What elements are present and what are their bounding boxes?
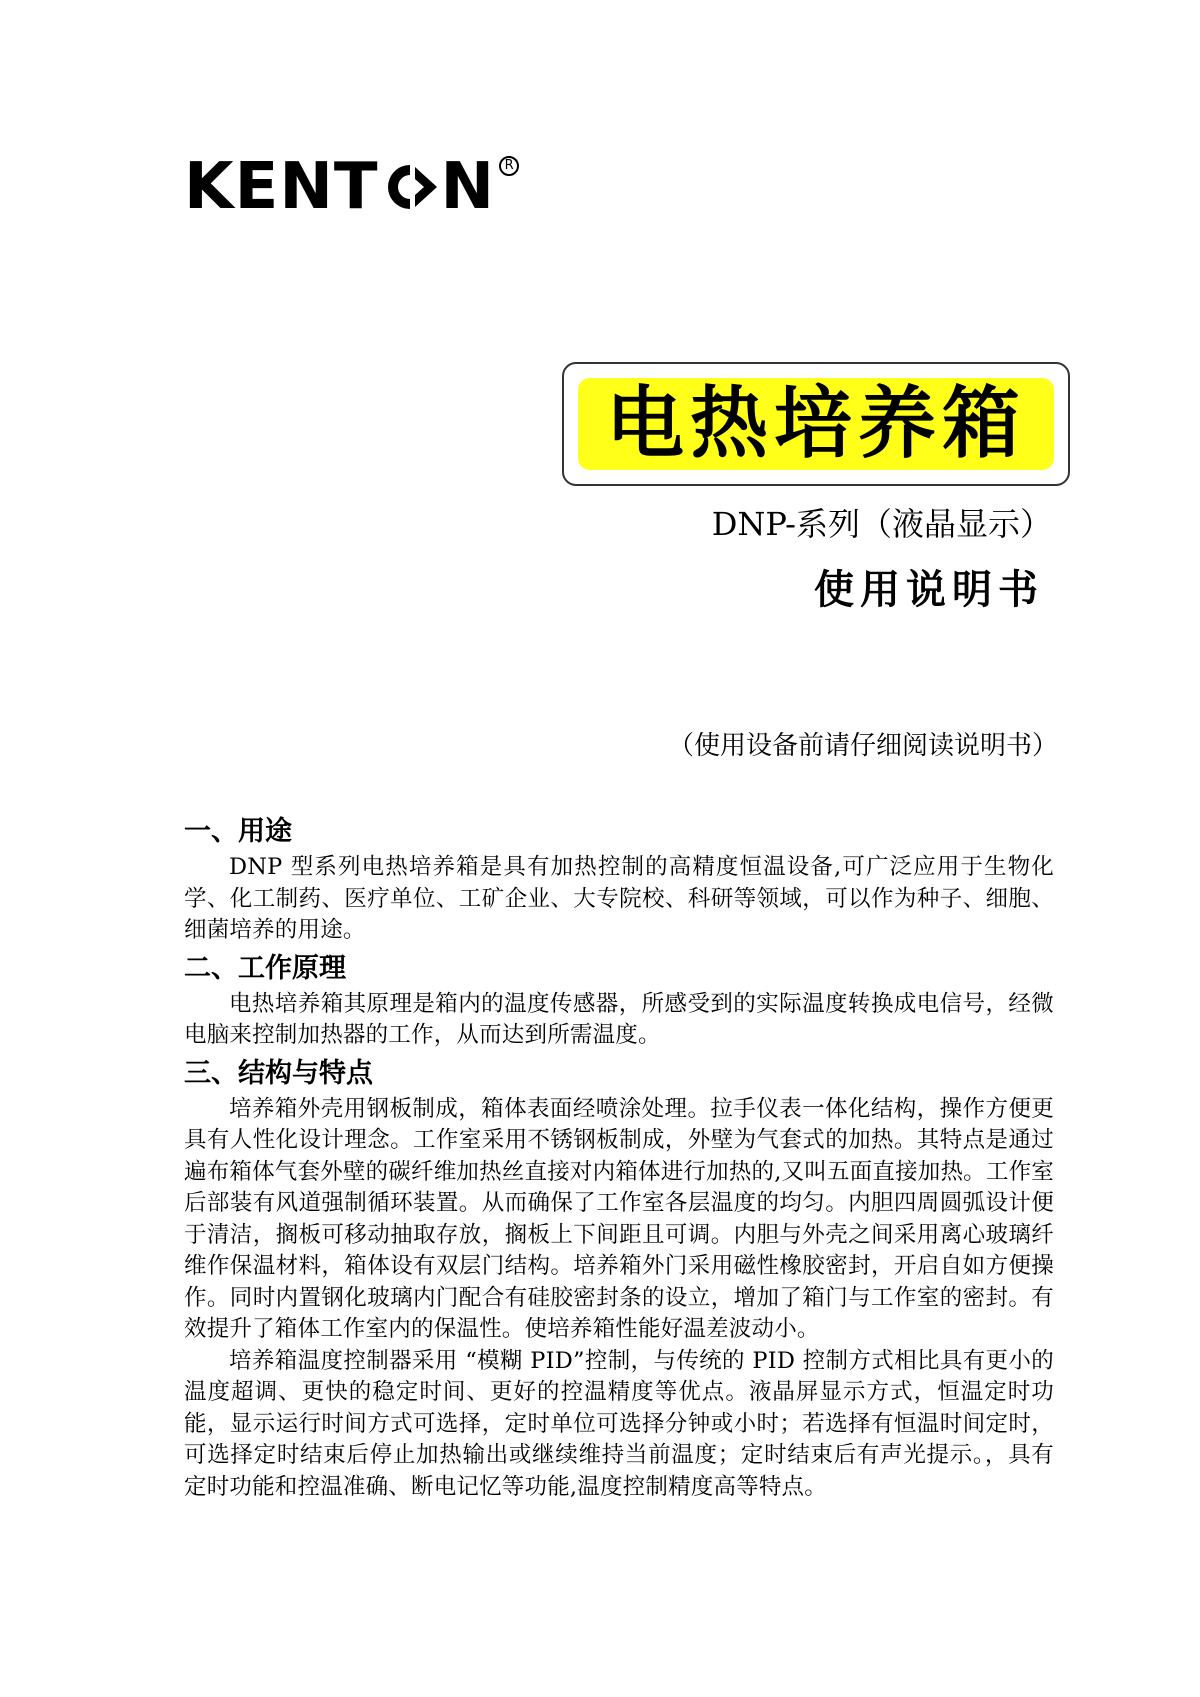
section-heading: 二、工作原理 — [184, 952, 346, 984]
kenton-logo — [184, 152, 519, 222]
section-paragraph: 培养箱温度控制器采用 “模糊 PID”控制，与传统的 PID 控制方式相比具有更小的温度超调、更快的稳定时间、更好的控温精度等优点。液晶屏显示方式，恒温定时功能，显示运行时间方式可选择，定时单位可选择分钟或小时；若选择有恒温时间定时，可选择定时结束后停止加热输出或继续维持当前温度；定时结束后有声光提示。，具有定时功能和控温准确、断电记忆等功能,温度控制精度高等特点。 — [184, 1347, 1054, 1500]
manual-title: 使用说明书 — [814, 566, 1044, 613]
section-paragraph: 电热培养箱其原理是箱内的温度传感器，所感受到的实际温度转换成电信号，经微电脑来控制加热器的工作，从而达到所需温度。 — [184, 990, 1054, 1048]
logo-wordmark — [184, 152, 495, 222]
reading-note: （使用设备前请仔细阅读说明书） — [667, 731, 1058, 761]
registered-mark: R — [499, 156, 519, 176]
section-heading: 三、结构与特点 — [184, 1057, 373, 1089]
title-highlight-box — [578, 378, 1054, 470]
section-principle — [184, 949, 1054, 1052]
series-subtitle: DNP-系列（液晶显示） — [711, 505, 1052, 543]
section-heading: 一、用途 — [184, 816, 292, 847]
kenton-logo-icon — [379, 159, 441, 215]
logo-text-suffix: N — [440, 150, 496, 224]
logo-text-prefix: KENT — [184, 150, 379, 224]
section-paragraph: 培养箱外壳用钢板制成，箱体表面经喷涂处理。拉手仪表一体化结构，操作方便更具有人性化设计理念。工作室采用不锈钢板制成，外壁为气套式的加热。其特点是通过遍布箱体气套外壁的碳纤维加热丝直接对内箱体进行加热的,又叫五面直接加热。工作室后部装有风道强制循环装置。从而确保了工作室各层温度的均匀。内胆四周圆弧设计便于清洁，搁板可移动抽取存放，搁板上下间距且可调。内胆与外壳之间采用离心玻璃纤维作保温材料，箱体设有双层门结构。培养箱外门采用磁性橡胶密封，开启自如方便操作。同时内置钢化玻璃内门配合有硅胶密封条的设立，增加了箱门与工作室的密封。有效提升了箱体工作室内的保温性。使培养箱性能好温差波动小。 — [184, 1095, 1054, 1342]
section-paragraph: DNP 型系列电热培养箱是具有加热控制的高精度恒温设备,可广泛应用于生物化学、化工制药、医疗单位、工矿企业、大专院校、科研等领域，可以作为种子、细胞、细菌培养的用途。 — [184, 854, 1054, 943]
title-frame — [562, 362, 1070, 486]
section-purpose — [184, 812, 1054, 947]
product-title: 电热培养箱 — [605, 378, 1026, 469]
document-body — [184, 812, 1054, 1503]
section-structure-features — [184, 1054, 1054, 1504]
